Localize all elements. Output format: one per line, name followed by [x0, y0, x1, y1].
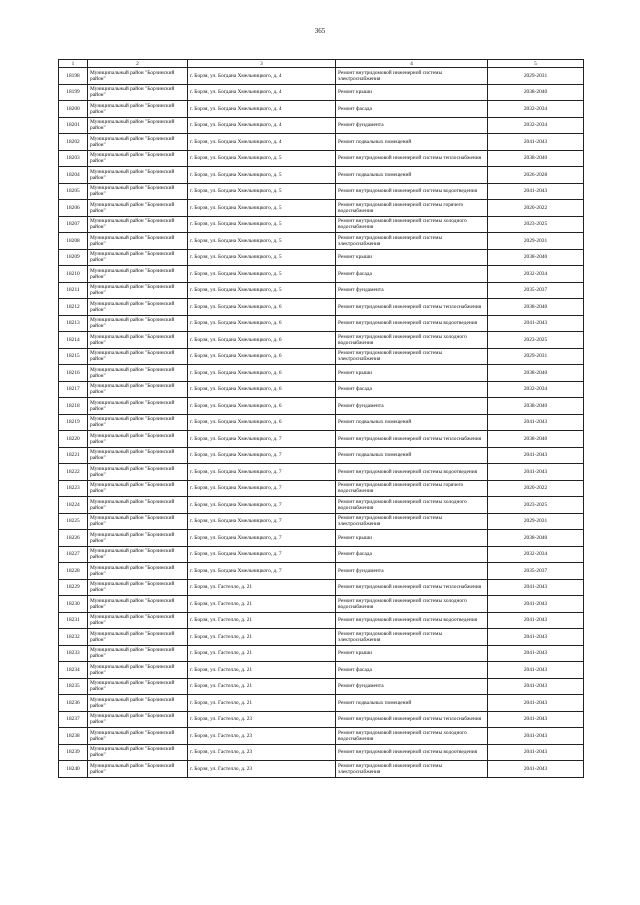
row-number-cell: 18237 — [59, 711, 88, 728]
address-cell: г. Борзя, ул. Богдана Хмельницкого, д. 5 — [188, 266, 336, 283]
work-type-cell: Ремонт крыши — [336, 365, 488, 382]
work-type-cell: Ремонт крыши — [336, 249, 488, 266]
row-number-cell: 18233 — [59, 645, 88, 662]
period-cell: 2038-2040 — [488, 431, 584, 448]
work-type-cell: Ремонт внутридомовой инженерной системы теплоснабжения — [336, 299, 488, 316]
row-number-cell: 18219 — [59, 414, 88, 431]
municipality-cell: Муниципальный район "Борзинский район" — [88, 101, 188, 118]
row-number-cell: 18204 — [59, 167, 88, 184]
table-row — [59, 596, 584, 613]
work-type-cell: Ремонт фасада — [336, 266, 488, 283]
period-cell: 2041-2043 — [488, 464, 584, 481]
work-type-cell: Ремонт фасада — [336, 381, 488, 398]
work-type-cell: Ремонт внутридомовой инженерной системы водоотведения — [336, 612, 488, 629]
period-cell: 2038-2040 — [488, 365, 584, 382]
period-cell: 2041-2043 — [488, 596, 584, 613]
table-row — [59, 662, 584, 679]
address-cell: г. Борзя, ул. Гастелло, д. 23 — [188, 711, 336, 728]
table-row — [59, 167, 584, 184]
work-type-cell: Ремонт внутридомовой инженерной системы водоотведения — [336, 744, 488, 761]
table-row — [59, 447, 584, 464]
work-type-cell: Ремонт фасада — [336, 662, 488, 679]
municipality-cell: Муниципальный район "Борзинский район" — [88, 381, 188, 398]
period-cell: 2041-2043 — [488, 579, 584, 596]
work-type-cell: Ремонт фундамента — [336, 282, 488, 299]
address-cell: г. Борзя, ул. Богдана Хмельницкого, д. 6 — [188, 398, 336, 415]
table-row — [59, 546, 584, 563]
column-header: 2 — [88, 60, 188, 68]
address-cell: г. Борзя, ул. Гастелло, д. 21 — [188, 596, 336, 613]
table-row — [59, 645, 584, 662]
municipality-cell: Муниципальный район "Борзинский район" — [88, 579, 188, 596]
period-cell: 2023-2025 — [488, 332, 584, 349]
period-cell: 2041-2043 — [488, 695, 584, 712]
table-row — [59, 84, 584, 101]
period-cell: 2038-2040 — [488, 299, 584, 316]
municipality-cell: Муниципальный район "Борзинский район" — [88, 678, 188, 695]
address-cell: г. Борзя, ул. Богдана Хмельницкого, д. 7 — [188, 497, 336, 514]
municipality-cell: Муниципальный район "Борзинский район" — [88, 216, 188, 233]
municipality-cell: Муниципальный район "Борзинский район" — [88, 266, 188, 283]
municipality-cell: Муниципальный район "Борзинский район" — [88, 332, 188, 349]
table-row — [59, 612, 584, 629]
municipality-cell: Муниципальный район "Борзинский район" — [88, 662, 188, 679]
period-cell: 2032-2034 — [488, 546, 584, 563]
row-number-cell: 18236 — [59, 695, 88, 712]
row-number-cell: 18228 — [59, 563, 88, 580]
table-body — [59, 68, 584, 778]
address-cell: г. Борзя, ул. Богдана Хмельницкого, д. 6 — [188, 332, 336, 349]
period-cell: 2041-2043 — [488, 744, 584, 761]
municipality-cell: Муниципальный район "Борзинский район" — [88, 645, 188, 662]
period-cell: 2032-2034 — [488, 266, 584, 283]
table-row — [59, 497, 584, 514]
table-row — [59, 365, 584, 382]
address-cell: г. Борзя, ул. Богдана Хмельницкого, д. 5 — [188, 282, 336, 299]
work-type-cell: Ремонт внутридомовой инженерной системы холодного водоснабжения — [336, 216, 488, 233]
municipality-cell: Муниципальный район "Борзинский район" — [88, 233, 188, 250]
municipality-cell: Муниципальный район "Борзинский район" — [88, 612, 188, 629]
address-cell: г. Борзя, ул. Богдана Хмельницкого, д. 7 — [188, 431, 336, 448]
period-cell: 2029-2031 — [488, 513, 584, 530]
municipality-cell: Муниципальный район "Борзинский район" — [88, 546, 188, 563]
work-type-cell: Ремонт фасада — [336, 101, 488, 118]
period-cell: 2038-2040 — [488, 84, 584, 101]
work-type-cell: Ремонт внутридомовой инженерной системы электроснабжения — [336, 629, 488, 646]
table-row — [59, 315, 584, 332]
row-number-cell: 18213 — [59, 315, 88, 332]
work-type-cell: Ремонт фасада — [336, 546, 488, 563]
work-type-cell: Ремонт внутридомовой инженерной системы электроснабжения — [336, 348, 488, 365]
row-number-cell: 18224 — [59, 497, 88, 514]
address-cell: г. Борзя, ул. Гастелло, д. 21 — [188, 645, 336, 662]
work-type-cell: Ремонт крыши — [336, 645, 488, 662]
address-cell: г. Борзя, ул. Гастелло, д. 23 — [188, 728, 336, 745]
row-number-cell: 18231 — [59, 612, 88, 629]
work-type-cell: Ремонт внутридомовой инженерной системы электроснабжения — [336, 68, 488, 85]
municipality-cell: Муниципальный район "Борзинский район" — [88, 249, 188, 266]
address-cell: г. Борзя, ул. Богдана Хмельницкого, д. 7 — [188, 530, 336, 547]
period-cell: 2041-2043 — [488, 315, 584, 332]
table-row — [59, 282, 584, 299]
period-cell: 2041-2043 — [488, 612, 584, 629]
work-type-cell: Ремонт подвальных помещений — [336, 447, 488, 464]
work-type-cell: Ремонт подвальных помещений — [336, 695, 488, 712]
municipality-cell: Муниципальный район "Борзинский район" — [88, 480, 188, 497]
work-type-cell: Ремонт крыши — [336, 84, 488, 101]
column-number-row — [59, 60, 584, 68]
period-cell: 2041-2043 — [488, 662, 584, 679]
work-type-cell: Ремонт внутридомовой инженерной системы теплоснабжения — [336, 150, 488, 167]
address-cell: г. Борзя, ул. Богдана Хмельницкого, д. 5 — [188, 233, 336, 250]
table-row — [59, 414, 584, 431]
table-row — [59, 711, 584, 728]
column-header: 3 — [188, 60, 336, 68]
address-cell: г. Борзя, ул. Богдана Хмельницкого, д. 5 — [188, 216, 336, 233]
row-number-cell: 18232 — [59, 629, 88, 646]
address-cell: г. Борзя, ул. Богдана Хмельницкого, д. 7 — [188, 480, 336, 497]
address-cell: г. Борзя, ул. Богдана Хмельницкого, д. 5 — [188, 249, 336, 266]
municipality-cell: Муниципальный район "Борзинский район" — [88, 365, 188, 382]
table-row — [59, 233, 584, 250]
municipality-cell: Муниципальный район "Борзинский район" — [88, 464, 188, 481]
address-cell: г. Борзя, ул. Богдана Хмельницкого, д. 7 — [188, 563, 336, 580]
row-number-cell: 18227 — [59, 546, 88, 563]
work-type-cell: Ремонт внутридомовой инженерной системы электроснабжения — [336, 513, 488, 530]
table-row — [59, 563, 584, 580]
table-row — [59, 431, 584, 448]
period-cell: 2029-2031 — [488, 233, 584, 250]
address-cell: г. Борзя, ул. Богдана Хмельницкого, д. 6 — [188, 381, 336, 398]
work-type-cell: Ремонт фундамента — [336, 117, 488, 134]
municipality-cell: Муниципальный район "Борзинский район" — [88, 728, 188, 745]
address-cell: г. Борзя, ул. Богдана Хмельницкого, д. 6 — [188, 348, 336, 365]
work-type-cell: Ремонт подвальных помещений — [336, 134, 488, 151]
work-type-cell: Ремонт крыши — [336, 530, 488, 547]
address-cell: г. Борзя, ул. Богдана Хмельницкого, д. 4 — [188, 84, 336, 101]
address-cell: г. Борзя, ул. Богдана Хмельницкого, д. 5 — [188, 167, 336, 184]
work-type-cell: Ремонт внутридомовой инженерной системы водоотведения — [336, 183, 488, 200]
period-cell: 2041-2043 — [488, 134, 584, 151]
period-cell: 2038-2040 — [488, 249, 584, 266]
period-cell: 2035-2037 — [488, 282, 584, 299]
table-row — [59, 728, 584, 745]
table-row — [59, 398, 584, 415]
row-number-cell: 18198 — [59, 68, 88, 85]
period-cell: 2041-2043 — [488, 447, 584, 464]
row-number-cell: 18225 — [59, 513, 88, 530]
municipality-cell: Муниципальный район "Борзинский район" — [88, 183, 188, 200]
municipality-cell: Муниципальный район "Борзинский район" — [88, 315, 188, 332]
table-row — [59, 513, 584, 530]
table-row — [59, 629, 584, 646]
row-number-cell: 18230 — [59, 596, 88, 613]
row-number-cell: 18240 — [59, 761, 88, 778]
row-number-cell: 18203 — [59, 150, 88, 167]
work-type-cell: Ремонт внутридомовой инженерной системы электроснабжения — [336, 761, 488, 778]
period-cell: 2020-2022 — [488, 200, 584, 217]
period-cell: 2029-2031 — [488, 68, 584, 85]
table-row — [59, 695, 584, 712]
municipality-cell: Муниципальный район "Борзинский район" — [88, 513, 188, 530]
work-type-cell: Ремонт внутридомовой инженерной системы холодного водоснабжения — [336, 728, 488, 745]
municipality-cell: Муниципальный район "Борзинский район" — [88, 414, 188, 431]
municipality-cell: Муниципальный район "Борзинский район" — [88, 282, 188, 299]
municipality-cell: Муниципальный район "Борзинский район" — [88, 150, 188, 167]
municipality-cell: Муниципальный район "Борзинский район" — [88, 563, 188, 580]
row-number-cell: 18217 — [59, 381, 88, 398]
period-cell: 2032-2034 — [488, 101, 584, 118]
row-number-cell: 18239 — [59, 744, 88, 761]
period-cell: 2038-2040 — [488, 530, 584, 547]
address-cell: г. Борзя, ул. Богдана Хмельницкого, д. 4 — [188, 68, 336, 85]
period-cell: 2041-2043 — [488, 183, 584, 200]
work-type-cell: Ремонт внутридомовой инженерной системы водоотведения — [336, 464, 488, 481]
table-row — [59, 134, 584, 151]
page-number: 365 — [314, 27, 326, 35]
address-cell: г. Борзя, ул. Богдана Хмельницкого, д. 6 — [188, 365, 336, 382]
municipality-cell: Муниципальный район "Борзинский район" — [88, 84, 188, 101]
table-row — [59, 68, 584, 85]
address-cell: г. Борзя, ул. Богдана Хмельницкого, д. 5 — [188, 183, 336, 200]
work-type-cell: Ремонт внутридомовой инженерной системы холодного водоснабжения — [336, 596, 488, 613]
work-type-cell: Ремонт внутридомовой инженерной системы горячего водоснабжения — [336, 200, 488, 217]
row-number-cell: 18206 — [59, 200, 88, 217]
municipality-cell: Муниципальный район "Борзинский район" — [88, 348, 188, 365]
table-row — [59, 101, 584, 118]
work-type-cell: Ремонт внутридомовой инженерной системы горячего водоснабжения — [336, 480, 488, 497]
period-cell: 2041-2043 — [488, 728, 584, 745]
address-cell: г. Борзя, ул. Гастелло, д. 23 — [188, 761, 336, 778]
work-type-cell: Ремонт внутридомовой инженерной системы теплоснабжения — [336, 711, 488, 728]
address-cell: г. Борзя, ул. Богдана Хмельницкого, д. 7 — [188, 546, 336, 563]
table-row — [59, 249, 584, 266]
work-type-cell: Ремонт внутридомовой инженерной системы холодного водоснабжения — [336, 497, 488, 514]
row-number-cell: 18216 — [59, 365, 88, 382]
table-row — [59, 761, 584, 778]
row-number-cell: 18229 — [59, 579, 88, 596]
municipality-cell: Муниципальный район "Борзинский район" — [88, 695, 188, 712]
table-row — [59, 299, 584, 316]
row-number-cell: 18212 — [59, 299, 88, 316]
column-header: 1 — [59, 60, 88, 68]
work-type-cell: Ремонт внутридомовой инженерной системы электроснабжения — [336, 233, 488, 250]
work-type-cell: Ремонт внутридомовой инженерной системы водоотведения — [336, 315, 488, 332]
row-number-cell: 18202 — [59, 134, 88, 151]
address-cell: г. Борзя, ул. Богдана Хмельницкого, д. 7 — [188, 447, 336, 464]
row-number-cell: 18201 — [59, 117, 88, 134]
municipality-cell: Муниципальный район "Борзинский район" — [88, 431, 188, 448]
row-number-cell: 18214 — [59, 332, 88, 349]
table-row — [59, 150, 584, 167]
period-cell: 2026-2028 — [488, 167, 584, 184]
address-cell: г. Борзя, ул. Гастелло, д. 21 — [188, 662, 336, 679]
municipality-cell: Муниципальный район "Борзинский район" — [88, 117, 188, 134]
table-row — [59, 183, 584, 200]
row-number-cell: 18211 — [59, 282, 88, 299]
table-row — [59, 744, 584, 761]
work-type-cell: Ремонт фундамента — [336, 563, 488, 580]
row-number-cell: 18220 — [59, 431, 88, 448]
address-cell: г. Борзя, ул. Гастелло, д. 21 — [188, 579, 336, 596]
table-row — [59, 579, 584, 596]
row-number-cell: 18207 — [59, 216, 88, 233]
municipality-cell: Муниципальный район "Борзинский район" — [88, 761, 188, 778]
work-type-cell: Ремонт фундамента — [336, 678, 488, 695]
municipality-cell: Муниципальный район "Борзинский район" — [88, 711, 188, 728]
address-cell: г. Борзя, ул. Гастелло, д. 21 — [188, 678, 336, 695]
municipality-cell: Муниципальный район "Борзинский район" — [88, 629, 188, 646]
work-type-cell: Ремонт фундамента — [336, 398, 488, 415]
address-cell: г. Борзя, ул. Богдана Хмельницкого, д. 4 — [188, 101, 336, 118]
row-number-cell: 18209 — [59, 249, 88, 266]
municipality-cell: Муниципальный район "Борзинский район" — [88, 398, 188, 415]
period-cell: 2041-2043 — [488, 645, 584, 662]
municipality-cell: Муниципальный район "Борзинский район" — [88, 596, 188, 613]
municipality-cell: Муниципальный район "Борзинский район" — [88, 744, 188, 761]
row-number-cell: 18208 — [59, 233, 88, 250]
table-row — [59, 381, 584, 398]
address-cell: г. Борзя, ул. Богдана Хмельницкого, д. 6 — [188, 299, 336, 316]
address-cell: г. Борзя, ул. Богдана Хмельницкого, д. 7 — [188, 513, 336, 530]
period-cell: 2032-2034 — [488, 117, 584, 134]
municipality-cell: Муниципальный район "Борзинский район" — [88, 68, 188, 85]
municipality-cell: Муниципальный район "Борзинский район" — [88, 530, 188, 547]
period-cell: 2041-2043 — [488, 761, 584, 778]
address-cell: г. Борзя, ул. Гастелло, д. 21 — [188, 629, 336, 646]
row-number-cell: 18218 — [59, 398, 88, 415]
row-number-cell: 18222 — [59, 464, 88, 481]
period-cell: 2038-2040 — [488, 150, 584, 167]
column-header: 5 — [488, 60, 584, 68]
table-row — [59, 480, 584, 497]
address-cell: г. Борзя, ул. Богдана Хмельницкого, д. 6 — [188, 414, 336, 431]
address-cell: г. Борзя, ул. Богдана Хмельницкого, д. 5 — [188, 150, 336, 167]
period-cell: 2041-2043 — [488, 414, 584, 431]
address-cell: г. Борзя, ул. Богдана Хмельницкого, д. 7 — [188, 464, 336, 481]
row-number-cell: 18223 — [59, 480, 88, 497]
municipality-cell: Муниципальный район "Борзинский район" — [88, 200, 188, 217]
address-cell: г. Борзя, ул. Богдана Хмельницкого, д. 4 — [188, 134, 336, 151]
row-number-cell: 18200 — [59, 101, 88, 118]
address-cell: г. Борзя, ул. Гастелло, д. 21 — [188, 612, 336, 629]
period-cell: 2041-2043 — [488, 629, 584, 646]
period-cell: 2041-2043 — [488, 678, 584, 695]
work-type-cell: Ремонт внутридомовой инженерной системы холодного водоснабжения — [336, 332, 488, 349]
period-cell: 2023-2025 — [488, 216, 584, 233]
address-cell: г. Борзя, ул. Богдана Хмельницкого, д. 5 — [188, 200, 336, 217]
row-number-cell: 18238 — [59, 728, 88, 745]
row-number-cell: 18210 — [59, 266, 88, 283]
period-cell: 2023-2025 — [488, 497, 584, 514]
work-type-cell: Ремонт внутридомовой инженерной системы теплоснабжения — [336, 431, 488, 448]
table-row — [59, 216, 584, 233]
address-cell: г. Борзя, ул. Богдана Хмельницкого, д. 4 — [188, 117, 336, 134]
municipality-cell: Муниципальный район "Борзинский район" — [88, 447, 188, 464]
address-cell: г. Борзя, ул. Богдана Хмельницкого, д. 6 — [188, 315, 336, 332]
row-number-cell: 18199 — [59, 84, 88, 101]
address-cell: г. Борзя, ул. Гастелло, д. 21 — [188, 695, 336, 712]
capital-repair-table — [58, 59, 584, 778]
table-row — [59, 266, 584, 283]
table-row — [59, 464, 584, 481]
period-cell: 2032-2034 — [488, 381, 584, 398]
row-number-cell: 18226 — [59, 530, 88, 547]
work-type-cell: Ремонт внутридомовой инженерной системы теплоснабжения — [336, 579, 488, 596]
period-cell: 2038-2040 — [488, 398, 584, 415]
row-number-cell: 18215 — [59, 348, 88, 365]
table-row — [59, 200, 584, 217]
municipality-cell: Муниципальный район "Борзинский район" — [88, 167, 188, 184]
municipality-cell: Муниципальный район "Борзинский район" — [88, 497, 188, 514]
row-number-cell: 18235 — [59, 678, 88, 695]
table-row — [59, 117, 584, 134]
work-type-cell: Ремонт подвальных помещений — [336, 414, 488, 431]
municipality-cell: Муниципальный район "Борзинский район" — [88, 299, 188, 316]
table-row — [59, 530, 584, 547]
table-row — [59, 332, 584, 349]
table-row — [59, 678, 584, 695]
row-number-cell: 18205 — [59, 183, 88, 200]
period-cell: 2029-2031 — [488, 348, 584, 365]
period-cell: 2020-2022 — [488, 480, 584, 497]
period-cell: 2035-2037 — [488, 563, 584, 580]
table-row — [59, 348, 584, 365]
row-number-cell: 18221 — [59, 447, 88, 464]
row-number-cell: 18234 — [59, 662, 88, 679]
column-header: 4 — [336, 60, 488, 68]
municipality-cell: Муниципальный район "Борзинский район" — [88, 134, 188, 151]
work-type-cell: Ремонт подвальных помещений — [336, 167, 488, 184]
period-cell: 2041-2043 — [488, 711, 584, 728]
address-cell: г. Борзя, ул. Гастелло, д. 23 — [188, 744, 336, 761]
